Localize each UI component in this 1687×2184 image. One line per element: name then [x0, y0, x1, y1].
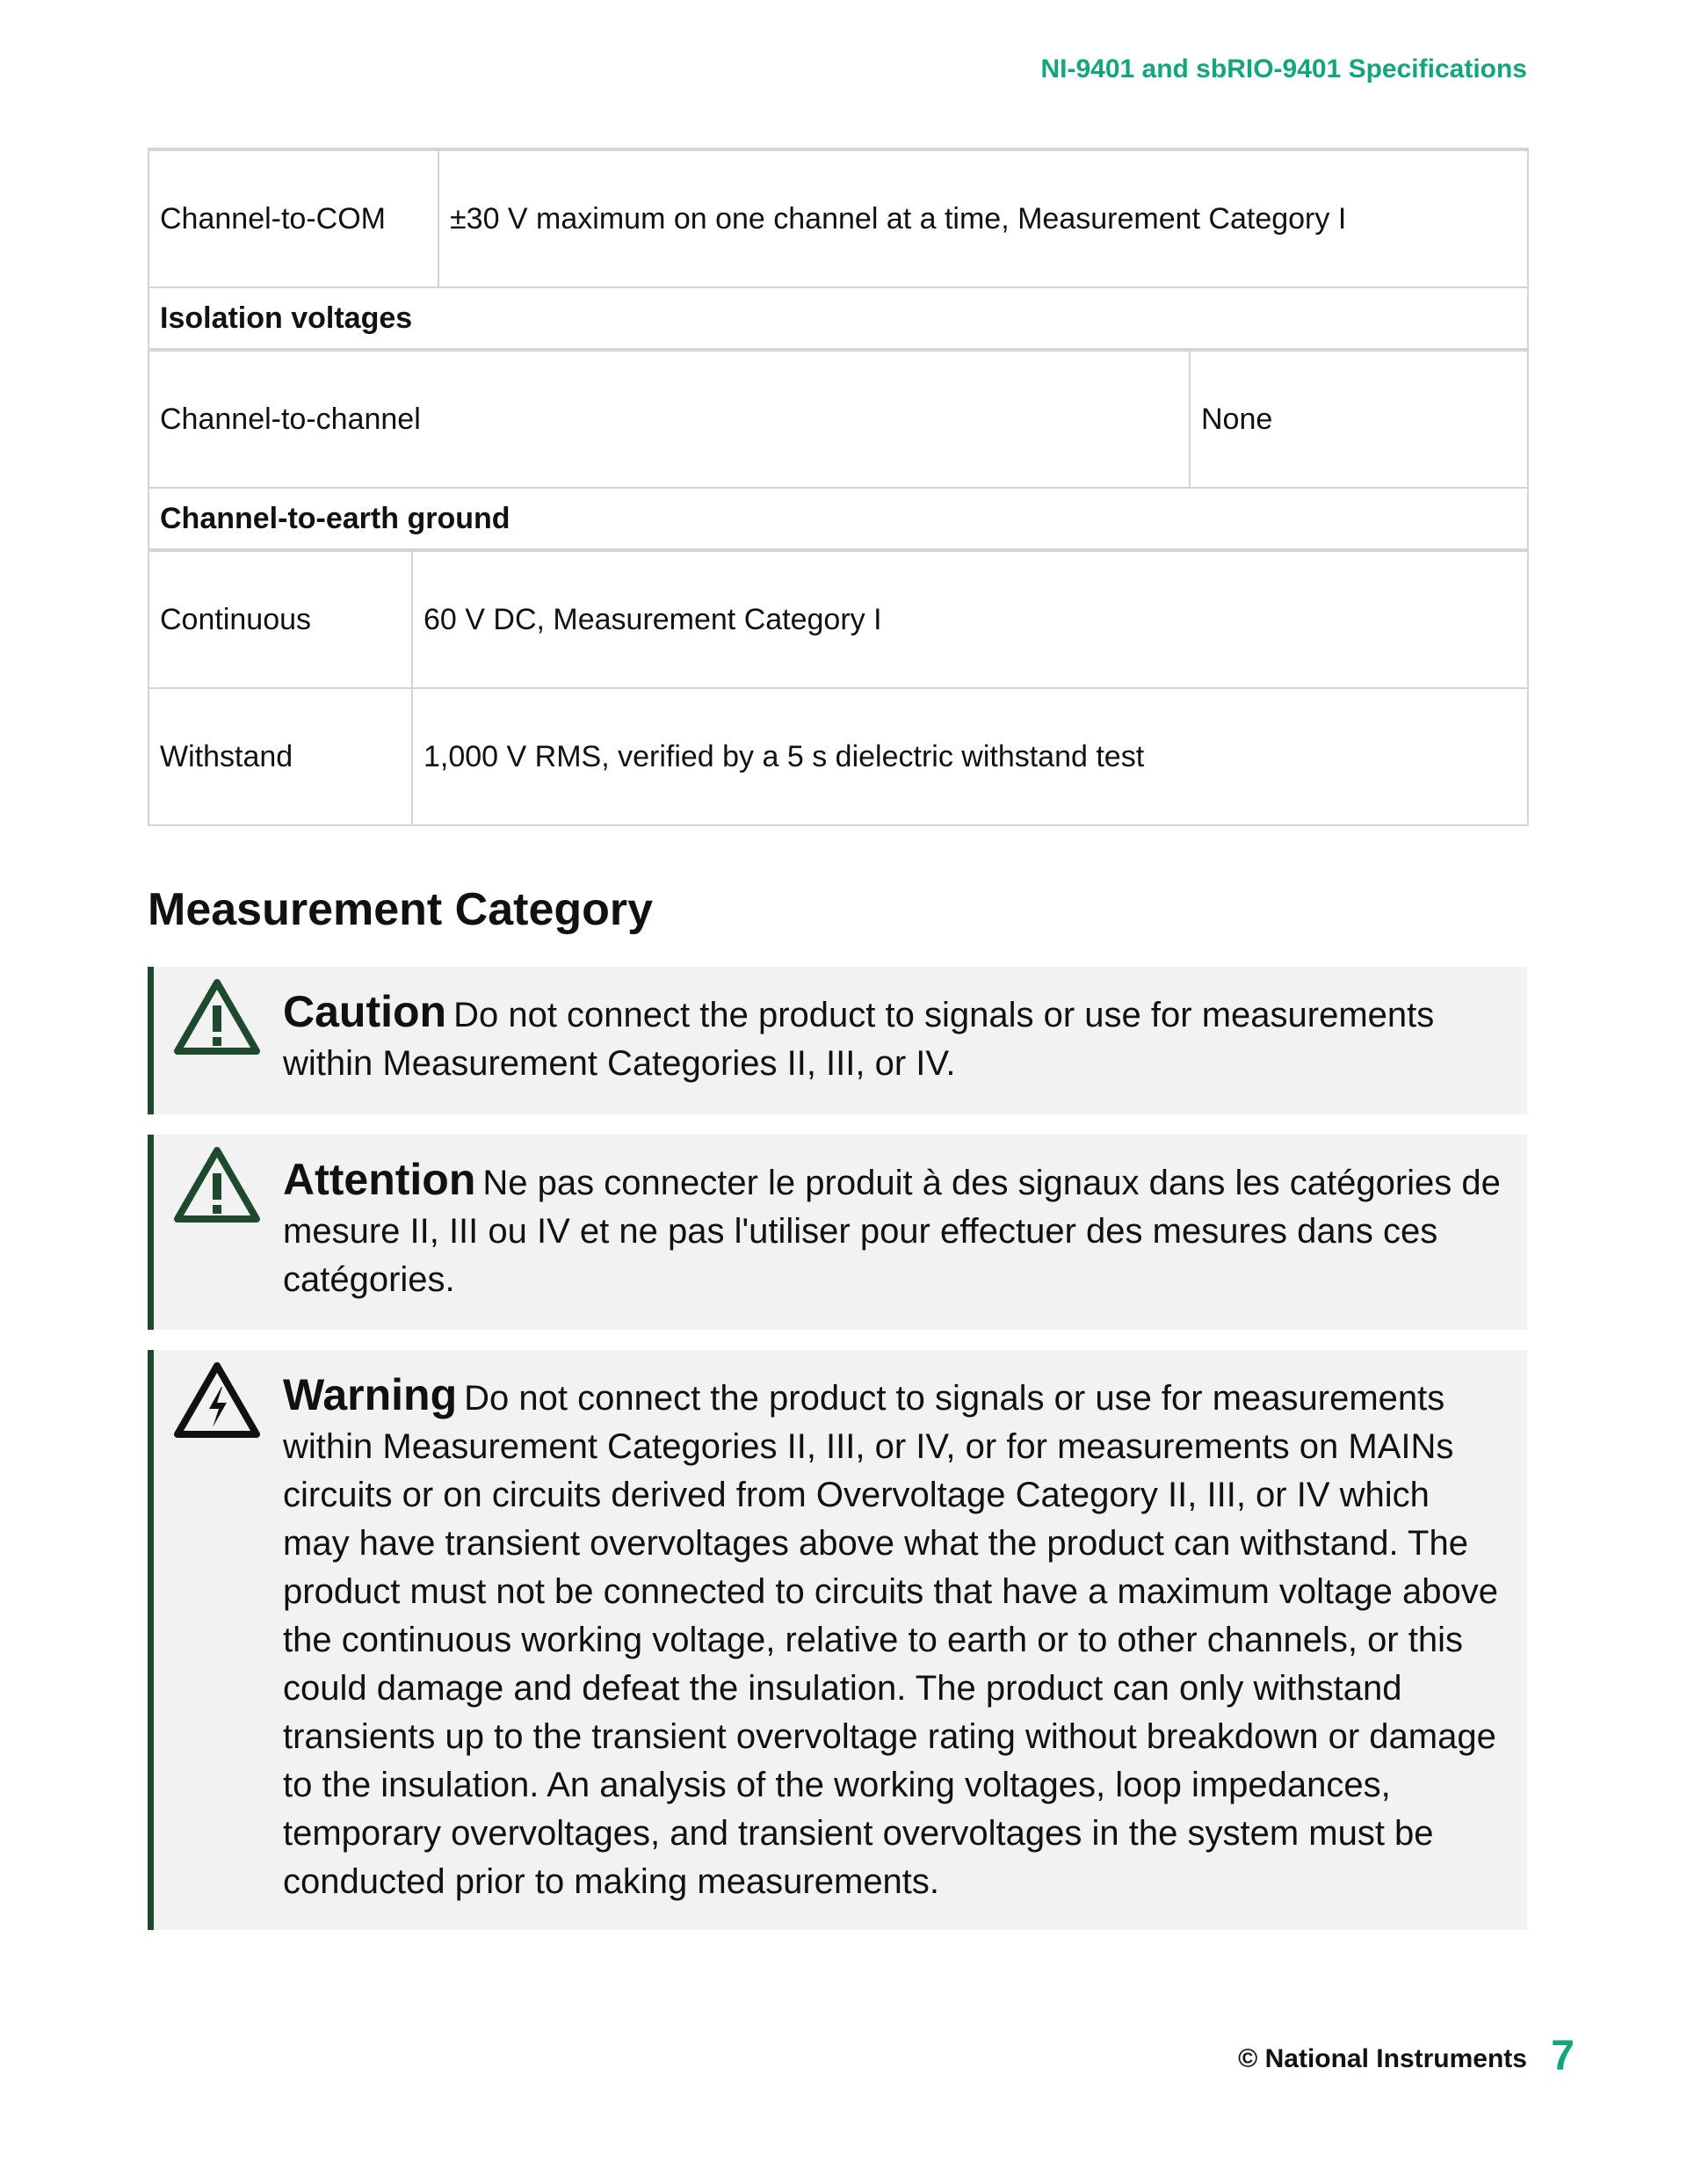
spec-label-cell: Channel-to-channel	[148, 350, 1190, 488]
spec-label-cell: Withstand	[148, 688, 412, 825]
warning-body: Do not connect the product to signals or use for measurements within Measurement Categories II, III, or IV, or for measurements on MAINs circuits or on circuits derived from Overvoltage Category II, III, or IV which may have transient overvoltages above what the product can withstand. The product must not be connected to circuits that have a maximum voltage above the continuous working voltage, relative to earth or to other channels, or this could damage and defeat the insulation. The product can only withstand transients up to the transient overvoltage rating without breakdown or damage to the insulation. An analysis of the working voltages, loop impedances, temporary overvoltages, and transient overvoltages in the system must be conducted prior to making measurements.	[283, 1379, 1498, 1901]
table-row	[148, 688, 1528, 825]
attention-text	[283, 1156, 1501, 1304]
footer-copyright: © National Instruments	[1238, 2044, 1527, 2073]
attention-body: Ne pas connecter le produit à des signaux dans les catégories de mesure II, III ou IV et ne pas l'utiliser pour effectuer des mesures dans ces catégories.	[283, 1164, 1501, 1299]
spec-value-cell: None	[1190, 350, 1528, 488]
caution-body: Do not connect the product to signals or use for measurements within Measurement Categories II, III, or IV.	[283, 996, 1435, 1083]
caution-text	[283, 988, 1501, 1088]
caution-lead: Caution	[283, 987, 447, 1036]
table-row	[148, 350, 1528, 488]
isolation-spec-table	[148, 148, 1529, 826]
running-header-title: NI-9401 and sbRIO-9401 Specifications	[1040, 54, 1527, 83]
spec-value-cell: 1,000 V RMS, verified by a 5 s dielectric withstand test	[412, 688, 1528, 825]
attention-notice	[148, 1135, 1527, 1330]
page-number: 7	[1551, 2033, 1575, 2079]
caution-notice	[148, 967, 1527, 1114]
subheader-isolation-voltages: Isolation voltages	[148, 287, 1528, 350]
spec-label-cell: Continuous	[148, 550, 412, 688]
table-subheader-row	[148, 287, 1528, 350]
high-voltage-icon	[173, 1360, 261, 1440]
attention-lead: Attention	[283, 1155, 476, 1204]
warning-text	[283, 1371, 1501, 1906]
spec-value-cell: ±30 V maximum on one channel at a time, Measurement Category I	[438, 149, 1528, 287]
table-subheader-row	[148, 488, 1528, 550]
subheader-channel-to-earth: Channel-to-earth ground	[148, 488, 1528, 550]
spec-label-cell: Channel-to-COM	[148, 149, 438, 287]
caution-triangle-icon	[173, 1145, 261, 1224]
warning-lead: Warning	[283, 1370, 458, 1419]
caution-triangle-icon	[173, 977, 261, 1056]
table-row	[148, 550, 1528, 688]
warning-notice	[148, 1350, 1527, 1930]
section-title: Measurement Category	[148, 884, 654, 935]
spec-value-cell: 60 V DC, Measurement Category I	[412, 550, 1528, 688]
table-row	[148, 149, 1528, 287]
